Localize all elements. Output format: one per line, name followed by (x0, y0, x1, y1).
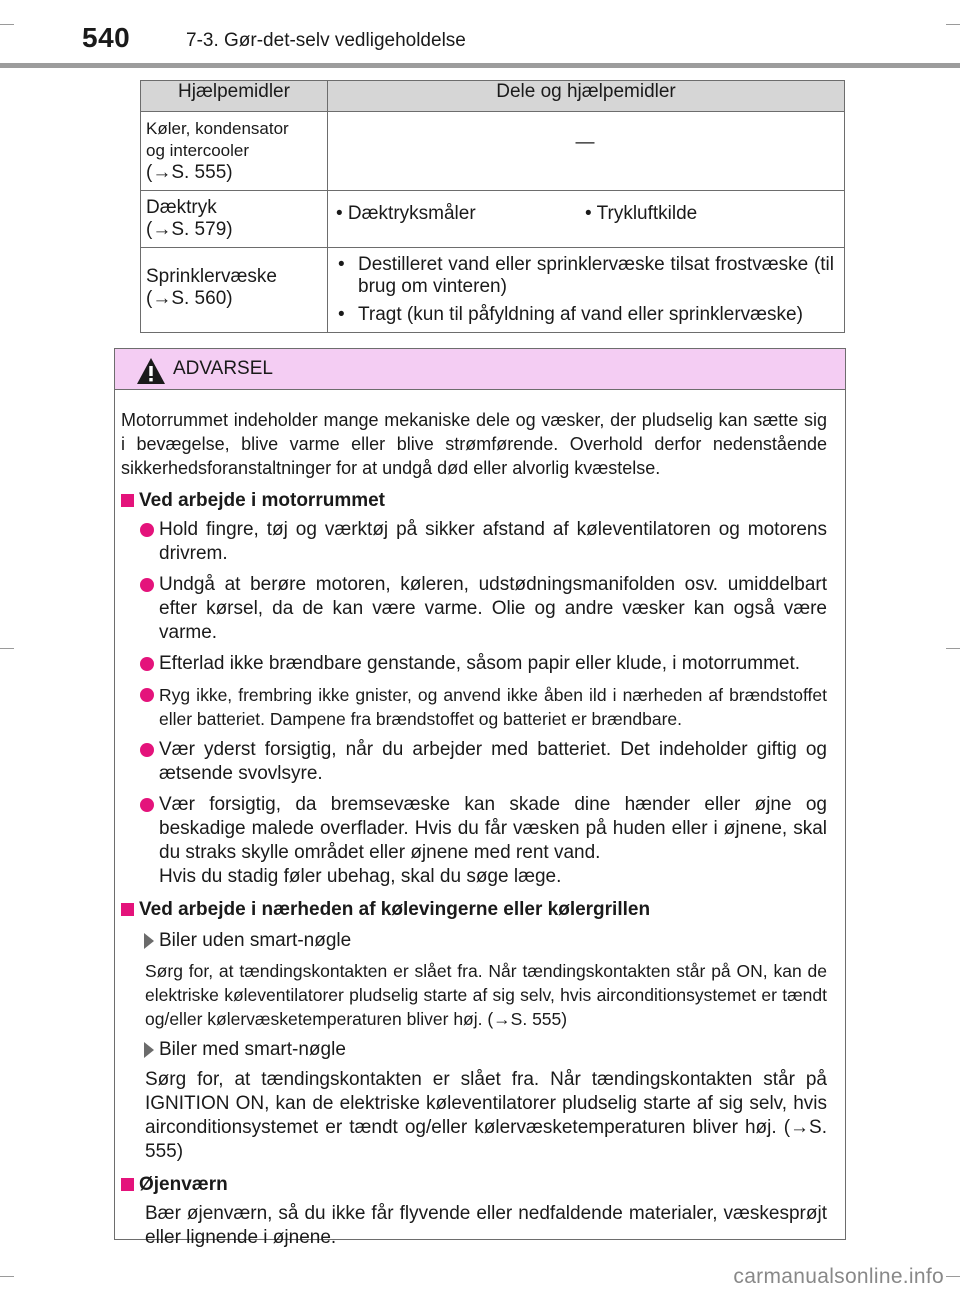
subheading: Øjenværn (121, 1173, 827, 1197)
crop-mark (0, 1276, 14, 1277)
column-header: Dele og hjælpemidler (328, 81, 845, 112)
triangle-arrow-icon (144, 933, 154, 949)
warning-body (115, 390, 845, 1250)
square-bullet-icon (121, 903, 134, 916)
warning-item: Vær forsigtig, da bremsevæske kan skade dine hænder eller øjne og beskadige malede overflader. Hvis du får væsken på huden eller i øjnene, skal du straks skylle området eller øjnene med rent vand. Hvis du stadig føler ubehag, skal du søge læge. (121, 793, 827, 889)
warning-box (114, 348, 846, 1248)
square-bullet-icon (121, 494, 134, 507)
square-bullet-icon (121, 1178, 134, 1191)
crop-mark (0, 24, 14, 25)
part-item: • Dæktryksmåler (336, 203, 476, 224)
warning-item: Ryg ikke, frembring ikke gnister, og anvend ikke åben ild i nærheden af brændstoffet eller batteriet. Dampene fra brændstoffet og batteriet er brændbare. (121, 683, 827, 731)
table-cell (328, 112, 845, 191)
page-reference: (→S. 555) (146, 162, 233, 183)
item-name: Dæktryk (146, 197, 217, 218)
page-reference: (→S. 560) (146, 288, 233, 309)
parts-table (140, 80, 845, 333)
header-rule (0, 63, 960, 68)
crop-mark (946, 24, 960, 25)
circle-bullet-icon (140, 657, 154, 671)
table-cell (328, 248, 845, 333)
warning-item: Undgå at berøre motoren, køleren, udstødningsmanifolden osv. umiddelbart efter kørsel, da de kan være varme. Olie og andre væsker kan også være varme. (121, 573, 827, 645)
warning-intro: Motorrummet indeholder mange mekaniske dele og væsker, der pludselig kan sætte sig i bevægelse, blive varme eller blive strømførende. Overhold derfor nedenstående sikkerhedsforanstaltninger for at undgå død eller alvorlig kvæstelse. (121, 410, 827, 478)
table-cell (141, 248, 328, 333)
part-item: • Destilleret vand eller sprinklervæske tilsat frostvæske (til brug om vinteren) (336, 254, 834, 298)
item-name: Køler, kondensator (146, 119, 289, 138)
crop-mark (0, 648, 14, 649)
circle-bullet-icon (140, 578, 154, 592)
vehicle-variant-label: Biler uden smart-nøgle (121, 929, 827, 953)
page-number: 540 (82, 22, 131, 53)
column-header: Hjælpemidler (141, 81, 328, 112)
table-row (141, 191, 845, 248)
crop-mark (946, 1276, 960, 1277)
warning-triangle-icon (136, 357, 166, 385)
table-cell (141, 191, 328, 248)
circle-bullet-icon (140, 688, 154, 702)
warning-item: Vær yderst forsigtig, når du arbejder med batteriet. Det indeholder giftig og ætsende svovlsyre. (121, 738, 827, 786)
empty-dash: — (575, 132, 595, 153)
warning-header (115, 349, 845, 390)
triangle-arrow-icon (144, 1042, 154, 1058)
item-name: og intercooler (146, 141, 250, 160)
table-row (141, 112, 845, 191)
warning-item: Hold fingre, tøj og værktøj på sikker afstand af køleventilatoren og motorens drivrem. (121, 518, 827, 566)
variant-text: Sørg for, at tændingskontakten er slået fra. Når tændingskontakten står på ON, kan de elektriske køleventilatorer pludselig starte af sig selv, hvis airconditionsystemet er tændt og/eller kølervæsketemperaturen bliver høj. (→S. 555) (145, 961, 827, 1029)
section-title: 7-3. Gør-det-selv vedligeholdelse (186, 30, 466, 51)
item-name: Sprinklervæske (146, 266, 277, 287)
watermark-logo: carmanualsonline.info (733, 1265, 944, 1288)
subheading: Ved arbejde i nærheden af kølevingerne eller kølergrillen (121, 898, 827, 922)
circle-bullet-icon (140, 798, 154, 812)
vehicle-variant-label: Biler med smart-nøgle (121, 1038, 827, 1062)
warning-title: ADVARSEL (173, 358, 273, 379)
warning-item: Efterlad ikke brændbare genstande, såsom papir eller klude, i motorrummet. (121, 652, 827, 676)
page-reference: (→S. 579) (146, 219, 233, 240)
part-item: • Trykluftkilde (585, 203, 698, 224)
table-cell (328, 191, 845, 248)
circle-bullet-icon (140, 523, 154, 537)
eye-protection-text: Bær øjenværn, så du ikke får flyvende eller nedfaldende materialer, væskesprøjt eller lignende i øjnene. (145, 1203, 827, 1248)
variant-text: Sørg for, at tændingskontakten er slået fra. Når tændingskontakten står på IGNITION ON, kan de elektriske køleventilatorer pludselig starte af sig selv, hvis airconditionsystemet er tændt og/eller kølervæsketemperaturen bliver høj. (→S. 555) (145, 1069, 827, 1162)
crop-mark (946, 648, 960, 649)
part-item: • Tragt (kun til påfyldning af vand eller sprinklervæske) (336, 304, 834, 326)
subheading: Ved arbejde i motorrummet (121, 489, 827, 513)
table-cell (141, 112, 328, 191)
table-row (141, 248, 845, 333)
table-header-row (141, 81, 845, 112)
circle-bullet-icon (140, 743, 154, 757)
